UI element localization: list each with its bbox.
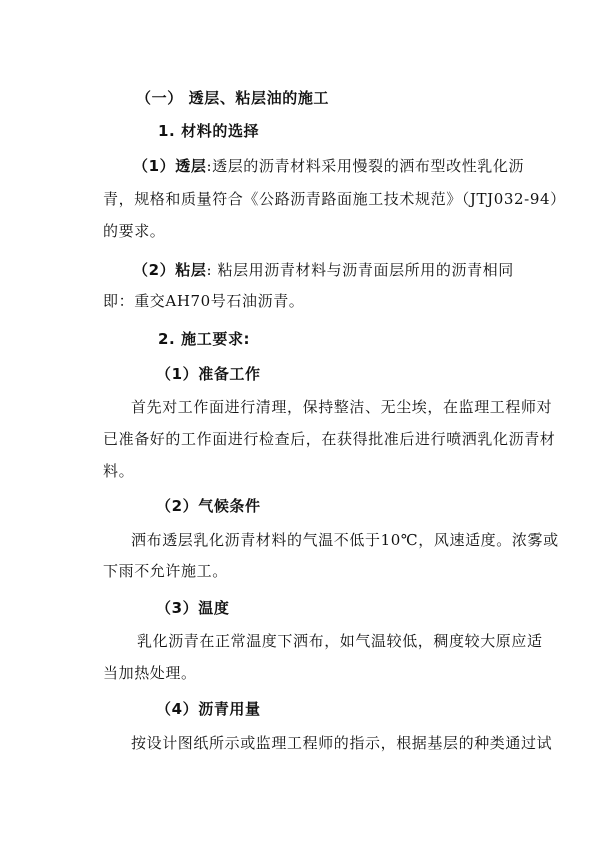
preparation-line-1: 首先对工作面进行清理，保持整洁、无尘埃，在监理工程师对 — [131, 398, 553, 416]
temperature-line-2: 当加热处理。 — [103, 664, 197, 682]
temperature-line-1: 乳化沥青在正常温度下洒布，如气温较低，稠度较大原应适 — [137, 632, 543, 650]
preparation-line-2: 已准备好的工作面进行检查后，在获得批准后进行喷洒乳化沥青材 — [103, 430, 556, 448]
heading-material-selection: 1. 材料的选择 — [158, 122, 260, 140]
weather-line-2: 下雨不允许施工。 — [103, 562, 228, 580]
item-number: （1） — [133, 157, 176, 175]
section-title: （一） 透层、粘层油的施工 — [136, 89, 330, 107]
item-number: （2） — [133, 261, 176, 279]
preparation-line-3: 料。 — [103, 462, 135, 480]
subheading-weather: （2）气候条件 — [156, 497, 261, 515]
paragraph-prime-coat-line-2: 青，规格和质量符合《公路沥青路面施工技术规范》（JTJ032-94） — [103, 190, 566, 208]
paragraph-prime-coat-line-3: 的要求。 — [103, 222, 166, 240]
paragraph-tack-coat-line-2: 即：重交AH70号石油沥青。 — [103, 292, 305, 310]
paragraph-prime-coat-line-1 — [133, 156, 524, 176]
weather-line-1: 洒布透层乳化沥青材料的气温不低于10℃，风速适度。浓雾或 — [131, 531, 559, 549]
paragraph-text: : 粘层用沥青材料与沥青面层所用的沥青相同 — [206, 261, 514, 279]
subheading-preparation: （1）准备工作 — [156, 365, 261, 383]
asphalt-dosage-line-1: 按设计图纸所示或监理工程师的指示，根据基层的种类通过试 — [131, 734, 553, 752]
term-prime-coat: 透层 — [175, 157, 207, 175]
paragraph-text: :透层的沥青材料采用慢裂的洒布型改性乳化沥 — [206, 157, 525, 175]
subheading-temperature: （3）温度 — [156, 599, 230, 617]
paragraph-tack-coat-line-1 — [133, 260, 514, 280]
subheading-asphalt-dosage: （4）沥青用量 — [156, 700, 261, 718]
term-tack-coat: 粘层 — [175, 261, 207, 279]
heading-construction-requirements: 2. 施工要求: — [158, 330, 251, 348]
